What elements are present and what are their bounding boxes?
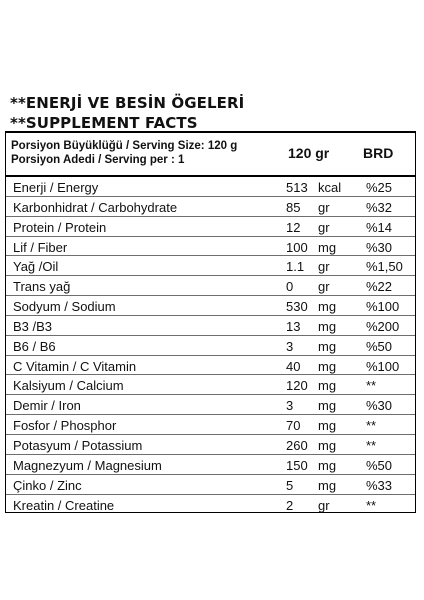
nutrient-value: 5 [286,477,294,493]
table-row [6,336,415,356]
nutrient-brd: ** [366,378,377,394]
nutrient-unit: kcal [318,180,342,195]
nutrient-unit: mg [318,437,337,453]
nutrient-unit: mg [318,477,337,493]
table-row [6,217,415,237]
nutrient-name: Fosfor / Phosphor [13,418,117,434]
nutrient-name: B6 / B6 [13,338,56,354]
nutrient-unit: mg [318,338,337,354]
table-row [6,276,415,296]
table-row [6,256,415,276]
nutrient-unit: mg [318,398,337,414]
nutrient-name: Potasyum / Potassium [13,437,143,453]
title-turkish: **ENERJİ VE BESİN ÖGELERİ [10,94,245,112]
nutrient-name: Çinko / Zinc [13,477,82,493]
serving-info [11,139,237,167]
nutrient-value: 13 [286,318,301,334]
title-block [10,93,244,133]
table-row [6,495,415,515]
table-row [6,375,415,395]
nutrient-name: Karbonhidrat / Carbohydrate [13,199,178,215]
nutrient-brd: ** [366,497,377,513]
table-row [6,395,415,415]
table-row [6,435,415,455]
nutrient-brd: %50 [366,457,393,473]
nutrient-unit: mg [318,418,337,434]
serving-size: Porsiyon Büyüklüğü / Serving Size: 120 g [11,140,238,152]
nutrient-unit: mg [318,299,337,315]
table-header [6,133,415,177]
nutrient-name: Sodyum / Sodium [13,299,116,315]
nutrient-brd: ** [366,418,377,434]
nutrient-value: 40 [286,358,301,374]
nutrient-unit: gr [318,199,330,215]
nutrient-value: 85 [286,199,301,215]
nutrient-name: Trans yağ [13,279,71,295]
nutrient-brd: %30 [366,398,393,414]
nutrient-unit: gr [318,279,330,295]
nutrient-value: 120 [286,378,308,394]
nutrient-value: 70 [286,418,301,434]
table-row [6,316,415,336]
nutrient-brd: %33 [366,477,393,493]
nutrient-name: B3 /B3 [13,318,53,334]
amount-column-header: 120 gr [288,145,330,161]
nutrient-brd: %200 [366,318,400,334]
nutrient-unit: gr [318,259,330,275]
serving-per: Porsiyon Adedi / Serving per : 1 [11,154,185,166]
nutrient-value: 0 [286,279,294,295]
nutrient-name: Kalsiyum / Calcium [13,378,124,394]
title-english: **SUPPLEMENT FACTS [10,114,198,132]
nutrient-brd: %14 [366,219,393,235]
nutrient-brd: %100 [366,299,400,315]
table-row [6,455,415,475]
nutrient-value: 260 [286,437,308,453]
table-row [6,177,415,197]
table-body [6,177,415,514]
nutrient-value: 2 [286,497,294,513]
nutrient-unit: gr [318,497,330,513]
nutrient-name: Magnezyum / Magnesium [13,457,162,473]
table-row [6,415,415,435]
nutrient-name: Enerji / Energy [13,180,99,195]
nutrient-value: 3 [286,338,294,354]
nutrient-unit: gr [318,219,330,235]
supplement-facts-table [5,131,416,513]
nutrient-unit: mg [318,378,337,394]
nutrient-brd: %50 [366,338,393,354]
nutrient-name: Yağ /Oil [13,259,59,275]
brd-column-header: BRD [363,145,394,161]
nutrient-name: Demir / Iron [13,398,81,414]
nutrient-name: C Vitamin / C Vitamin [13,358,137,374]
nutrient-name: Protein / Protein [13,219,107,235]
nutrient-unit: mg [318,318,337,334]
nutrient-name: Kreatin / Creatine [13,497,115,513]
nutrient-unit: mg [318,239,337,255]
nutrient-brd: ** [366,437,377,453]
nutrient-value: 513 [286,180,308,195]
table-row [6,296,415,316]
table-row [6,197,415,217]
nutrient-name: Lif / Fiber [13,239,68,255]
nutrient-value: 530 [286,299,308,315]
nutrient-unit: mg [318,457,337,473]
nutrient-value: 1.1 [286,259,305,275]
nutrient-value: 100 [286,239,308,255]
nutrient-value: 150 [286,457,308,473]
nutrient-brd: %25 [366,180,393,195]
nutrient-value: 3 [286,398,294,414]
nutrient-brd: %22 [366,279,393,295]
nutrient-brd: %32 [366,199,393,215]
nutrient-unit: mg [318,358,337,374]
table-row [6,237,415,257]
nutrient-value: 12 [286,219,301,235]
table-row [6,356,415,376]
nutrient-brd: %100 [366,358,400,374]
nutrient-brd: %1,50 [366,259,403,275]
nutrient-brd: %30 [366,239,393,255]
table-row [6,475,415,495]
